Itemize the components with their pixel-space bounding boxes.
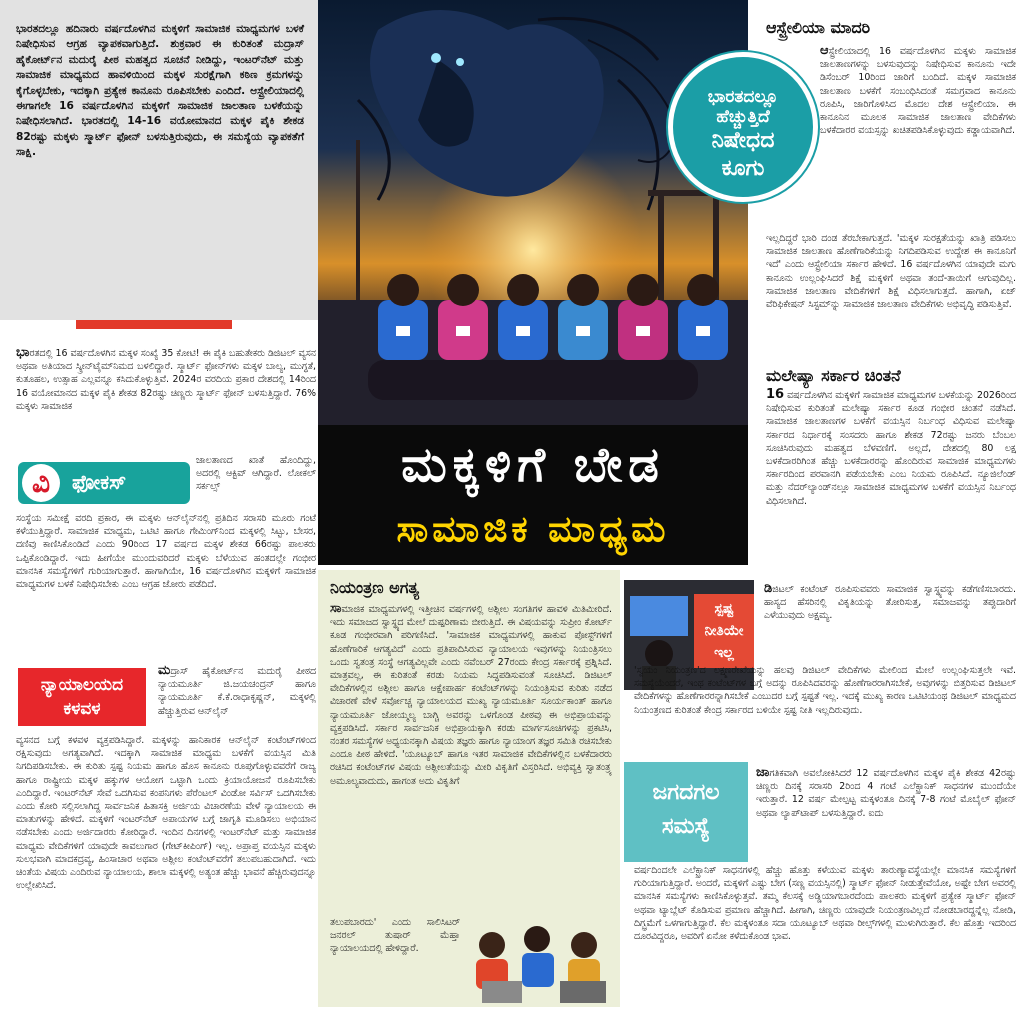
headline-sub: ಸಾಮಾಜಿಕ ಮಾಧ್ಯಮ [396,509,670,550]
australia-para-1: ಆಸ್ಟ್ರೇಲಿಯಾದಲ್ಲಿ 16 ವರ್ಷದೊಳಗಿನ ಮಕ್ಕಳು ಸಾಮಾಜಿಕ ಜಾಲತಾಣಗಳನ್ನು ಬಳಸುವುದನ್ನು ನಿಷೇಧಿಸುವ ಕಾನೂನು ಇದೇ ಡಿಸೆಂಬರ್ 10ರಿಂದ ಜಾರಿಗೆ ಬಂದಿದೆ. ಮಕ್ಕಳ ಸಾಮಾಜಿಕ ಜಾಲತಾಣ ಬಳಕೆಗೆ ಸಂಬಂಧಿಸಿದಂತೆ ಸಮಗ್ರವಾದ ಕಾನೂನು ರೂಪಿಸಿ, ಜಾರಿಗೊಳಿಸಿದ ಮೊದಲ ದೇಶ ಆಸ್ಟ್ರೇಲಿಯಾ. ಈ ಕಾನೂನಿನ ಮೂಲಕ ಸಾಮಾಜಿಕ ಜಾಲತಾಣ ವೇದಿಕೆಗಳು ಬಳಕೆದಾರರ ವಯಸ್ಸನ್ನು ಖಚಿತಪಡಿಸಿಕೊಳ್ಳುವುದು ಕಡ್ಡಾಯವಾಗಿದೆ. [820,44,1016,137]
malaysia-heading: ಮಲೇಷ್ಯಾ ಸರ್ಕಾರ ಚಿಂತನೆ [766,366,901,385]
digital-para-2: 'ಸ್ವಯಂ ನಿಯಂತ್ರಣ'ದ ಲಕ್ಷ್ಮಣರೇಖೆಯನ್ನು ಹಲವು ಡಿಜಿಟಲ್ ವೇದಿಕೆಗಳು ಮೇಲಿಂದ ಮೇಲೆ ಉಲ್ಲಂಘಿಸುತ್ತಲೇ ಇವೆ. ಸಮಸ್ಯೆಯೆಂದರೆ, ಇಂಥ ಕಂಟೆಂಟ್‌ಗಳ ಬಗ್ಗೆ ಅದನ್ನು ರೂಪಿಸಿದವರನ್ನು ಹೊಣೆಗಾರರಾಗಿಸಬೇಕೆ, ಅವುಗಳನ್ನು ಬಿತ್ತರಿಸುವ ಡಿಜಿಟಲ್ ವೇದಿಕೆಗಳನ್ನು ಹೊಣೆಗಾರರನ್ನಾಗಿಸಬೇಕೆ ಎಂಬುದರ ಬಗ್ಗೆ ಸ್ಪಷ್ಟತೆ ಇಲ್ಲ. ಇದಕ್ಕೆ ಮುಖ್ಯ ಕಾರಣ ಒಟಿಟಿಯಂಥ ಡಿಜಿಟಲ್ ಮಾಧ್ಯಮದ ನಿಯಂತ್ರಣದ ಕುರಿತಂತೆ ಕೇಂದ್ರ ಸರ್ಕಾರದ ಬಳಿಯೇ ಸ್ಪಷ್ಟ ನೀತಿ ಇಲ್ಲದಿರುವುದು. [634,665,1016,716]
australia-heading: ಆಸ್ಟ್ರೇಲಿಯಾ ಮಾದರಿ [766,18,871,37]
dropcap: ಆ [820,44,829,58]
headline-banner [318,425,748,565]
left-para-2: ಸಂಸ್ಥೆಯ ಸಮೀಕ್ಷೆ ವರದಿ ಪ್ರಕಾರ, ಈ ಮಕ್ಕಳು ಆನ್‌ಲೈನ್‌ನಲ್ಲಿ ಪ್ರತಿದಿನ ಸರಾಸರಿ ಮೂರು ಗಂಟೆ ಕಳೆಯುತ್ತಿದ್ದಾರೆ. ಸಾಮಾಜಿಕ ಮಾಧ್ಯಮ, ಒಟಿಟಿ ಹಾಗೂ ಗೇಮಿಂಗ್‌ನಿಂದ ಮಕ್ಕಳಲ್ಲಿ ಸಿಟ್ಟು, ಬೇಸರ, ದಣಿವು ಕಾಣಿಸಿಕೊಂಡಿದೆ ಎಂದು 90ರಿಂದ 17 ವರ್ಷದ ಮಕ್ಕಳ ಶೇಕಡ 66ರಷ್ಟು ಪಾಲಕರು ಒಪ್ಪಿಕೊಂಡಿದ್ದಾರೆ. ಇದು ಹೀಗೆಯೇ ಮುಂದುವರಿದರೆ ಮಕ್ಕಳು ಬೆಳೆಯುವ ಹಂತದಲ್ಲೇ ಗಂಭೀರ ಮಾನಸಿಕ ಸಮಸ್ಯೆಗಳಿಗೆ ಗುರಿಯಾಗುತ್ತಾರೆ. ಹಾಗಾಗಿಯೇ, 16 ವರ್ಷದೊಳಗಿನ ಮಕ್ಕಳಿಗೆ ಸಾಮಾಜಿಕ ಮಾಧ್ಯಮಗಳ ಬಳಕೆ ನಿಷೇಧಿಸಬೇಕು ಎಂಬ ಆಗ್ರಹ ಜೋರು ಪಡೆದಿದೆ. [16,513,316,591]
focus-label: ಫೋಕಸ್ [72,470,127,494]
dropcap: 16 [766,388,785,402]
intro-box [0,0,318,320]
control-para-1: ಸಾಮಾಜಿಕ ಮಾಧ್ಯಮಗಳಲ್ಲಿ ಇತ್ತೀಚಿನ ವರ್ಷಗಳಲ್ಲಿ ಅಶ್ಲೀಲ ಸಂಗತಿಗಳ ಹಾವಳಿ ಮಿತಿಮೀರಿದೆ. ಇದು ಸಮಾಜದ ಸ್ವಾಸ್ಥ್ಯದ ಮೇಲೆ ದುಷ್ಪರಿಣಾಮ ಬೀರುತ್ತಿದೆ. ಈ ವಿಷಯವನ್ನು ಸುಪ್ರೀಂ ಕೋರ್ಟ್ ಕೂಡ ಗಂಭೀರವಾಗಿ ಪರಿಗಣಿಸಿದೆ. 'ಸಾಮಾಜಿಕ ಮಾಧ್ಯಮಗಳಲ್ಲಿ ಹಾಕುವ ಪೋಸ್ಟ್‌ಗಳಿಗೆ ಹೊಣೆಗಾರಿಕೆ ಆಗತ್ಯವಿದೆ' ಎಂದು ಪ್ರತಿಪಾದಿಸಿರುವ ನ್ಯಾಯಾಲಯ ಇವುಗಳನ್ನು ನಿಯಂತ್ರಿಸಲು ಒಂದು ಸ್ವತಂತ್ರ ಸಂಸ್ಥೆ ಆಗತ್ಯವಿಲ್ಲವೇ ಎಂದು ನವೆಂಬರ್ 27ರಂದು ಕೇಂದ್ರ ಸರ್ಕಾರಕ್ಕೆ ಪ್ರಶ್ನಿಸಿದೆ. ಮಾತ್ರವಲ್ಲ, ಈ ಕುರಿತಂತೆ ಕರಡು ನಿಯಮ ಸಿದ್ಧಪಡಿಸುವಂತೆ ಸೂಚಿಸಿದೆ. ಡಿಜಿಟಲ್ ವೇದಿಕೆಗಳಲ್ಲಿನ ಅಶ್ಲೀಲ ಹಾಗೂ ಆಕ್ಷೇಪಾರ್ಹ ಕಂಟೆಂಟ್‌ಗಳನ್ನು ನಿಯಂತ್ರಿಸುವ ಕುರಿತು ನಡೆದ ವಿಚಾರಣೆ ವೇಳೆ ಸರ್ವೋಚ್ಚ ನ್ಯಾಯಾಲಯದ ಮುಖ್ಯ ನ್ಯಾಯಮೂರ್ತಿ ಸೂರ್ಯಕಾಂತ್ ಹಾಗೂ ನ್ಯಾಯಮೂರ್ತಿ ಜೋಯ್ಮಲ್ಯ ಬಾಗ್ಚಿ ಅವರನ್ನು ಒಳಗೊಂಡ ಪೀಠವು ಈ ಅಭಿಪ್ರಾಯವನ್ನು ವ್ಯಕ್ತಪಡಿಸಿದೆ. ಸರ್ಕಾರ ಸಾರ್ವಜನಿಕ ಅಭಿಪ್ರಾಯಕ್ಕಾಗಿ ಕರಡು ಮಾರ್ಗಸೂಚಿಗಳನ್ನು ಪ್ರಕಟಿಸಿ, ನಂತರ ಸಮಸ್ಯೆಗಳ ಅಧ್ಯಯನಕ್ಕಾಗಿ ವಿಷಯ ತಜ್ಞರು ಹಾಗೂ ನ್ಯಾಯಾಂಗ ತಜ್ಞರ ಸಮಿತಿ ರಚಿಸಬೇಕು ಎಂದೂ ಪೀಠ ಹೇಳಿದೆ. 'ಯೂಟ್ಯೂಬ್ ಹಾಗೂ ಇತರ ಸಾಮಾಜಿಕ ವೇದಿಕೆಗಳಲ್ಲಿನ ಬಳಕೆದಾರರು ರಚಿಸಿದ ಕಂಟೆಂಟ್‌ಗಳ ವಿಷಯ ಅಶ್ಲೀಲತೆಯನ್ನು ಮೀರಿ ವಿಕೃತಿಗೆ ವಿಸ್ತರಿಸಿದೆ. ಅಭಿವ್ಯಕ್ತಿ ಸ್ವಾತಂತ್ರ್ಯ ಅಮೂಲ್ಯವಾದುದು, ಹಾಗಂತ ಅದು ವಿಕೃತಿಗೆ [330,602,612,787]
headline-main: ಮಕ್ಕಳಿಗೆ ಬೇಡ [401,437,665,493]
dropcap: ಭಾ [16,346,30,360]
left-para-1b: ಜಾಲತಾಣದ ಖಾತೆ ಹೊಂದಿದ್ದು, ಅದರಲ್ಲಿ ಆಕ್ಟಿವ್ ಆಗಿದ್ದಾರೆ. ಲೋಕಲ್ ಸರ್ಕಲ್ಸ್ [196,455,316,493]
court-concern-badge: ನ್ಯಾಯಾಲಯದ ಕಳವಳ [18,668,146,726]
hero-illustration [318,0,748,425]
dropcap: ಸಾ [330,602,342,616]
no-clear-policy-label: ಸ್ಪಷ್ಟ ನೀತಿಯೇ ಇಲ್ಲ [694,594,754,668]
global-para-2: ವರ್ಷದಿಂದಲೇ ಎಲೆಕ್ಟ್ರಾನಿಕ್ ಸಾಧನಗಳಲ್ಲಿ ಹೆಚ್ಚು ಹೊತ್ತು ಕಳೆಯುವ ಮಕ್ಕಳು ತಾರುಣ್ಯಾವಸ್ಥೆಯಲ್ಲೇ ಮಾನಸಿಕ ಸಮಸ್ಯೆಗಳಿಗೆ ಗುರಿಯಾಗುತ್ತಿದ್ದಾರೆ. ಅಂದರೆ, ಮಕ್ಕಳಿಗೆ ಎಷ್ಟು ಬೇಗ (ಸಣ್ಣ ವಯಸ್ಸಿನಲ್ಲಿ) ಸ್ಮಾರ್ಟ್ ಫೋನ್ ನೀಡುತ್ತೇವೆಯೋ, ಅಷ್ಟೇ ಬೇಗ ಅವರಲ್ಲಿ ಮಾನಸಿಕ ಸಮಸ್ಯೆಗಳು ಕಾಣಿಸಿಕೊಳ್ಳುತ್ತವೆ. ತಮ್ಮ ಕೆಲಸಕ್ಕೆ ಅಡ್ಡಿಯಾಗಬಾರದೆಂದು ಪಾಲಕರು ಮಕ್ಕಳಿಗೆ ಪ್ರತ್ಯೇಕ ಸ್ಮಾರ್ಟ್ ಫೋನ್ ಅಥವಾ ಟ್ಯಾಬ್ಲೆಟ್ ಕೊಡಿಸುವ ಪ್ರಮಾಣ ಹೆಚ್ಚಾಗಿದೆ. ಹೀಗಾಗಿ, ಚಿಣ್ಣರು ಯಾವುದೇ ನಿಯಂತ್ರಣವಿಲ್ಲದೆ ನೋಡಬಾರದ್ದನ್ನೆಲ್ಲ ನೋಡಿ, ದಿಗ್ಭ್ರಮೆಗೆ ಒಳಗಾಗುತ್ತಿದ್ದಾರೆ. ಕೆಲ ಮಕ್ಕಳಂತೂ ಸದಾ ಯೂಟ್ಯೂಬ್ ಅಥವಾ ರೀಲ್ಸ್‌ಗಳಲ್ಲಿ ಮುಳುಗಿರುತ್ತಾರೆ. ಕೆಲ ಹೊತ್ತು ಇದರಿಂದ ದೂರವಿದ್ದರೂ, ಅವರಿಗೆ ಏನೋ ಕಳೆದುಕೊಂಡ ಭಾವ. [634,865,1016,943]
control-para-2: ತಲುಪಬಾರದು' ಎಂದು ಸಾಲಿಸಿಟರ್ ಜನರಲ್ ತುಷಾರ್ ಮೆಹ್ತಾ ನ್ಯಾಯಾಲಯದಲ್ಲಿ ಹೇಳಿದ್ದಾರೆ. [330,917,460,955]
kids-with-devices-image [462,915,622,1007]
left-para-1: ಭಾರತದಲ್ಲಿ 16 ವರ್ಷದೊಳಗಿನ ಮಕ್ಕಳ ಸಂಖ್ಯೆ 35 ಕೋಟಿ! ಈ ಪೈಕಿ ಬಹುತೇಕರು ಡಿಜಿಟಲ್ ವ್ಯಸನ ಅಥವಾ ಅತಿಯಾದ ಸ್ಕ್ರೀನ್‌ಟೈಮ್‌ನಿಮದ ಬಳಲಿದ್ದಾರೆ. ಸ್ಮಾರ್ಟ್ ಫೋನ್‌ಗಳು ಮಕ್ಕಳ ಬಾಲ್ಯ, ಮುಗ್ಧತೆ, ಕುತೂಹಲ, ಉತ್ಸಾಹ ಎಲ್ಲವನ್ನೂ ಕಸಿದುಕೊಳ್ಳುತ್ತಿವೆ. 2024ರ ವರದಿಯ ಪ್ರಕಾರ ದೇಶದಲ್ಲಿ 14ರಿಂದ 16 ವಯೋಮಾನದ ಮಕ್ಕಳ ಪೈಕಿ ಶೇಕಡ 82ರಷ್ಟು ಚಿಣ್ಣರು ಸ್ಮಾರ್ಟ್ ಫೋನ್ ಬಳಸುತ್ತಿದ್ದಾರೆ. 76% ಮಕ್ಕಳು ಸಾಮಾಜಿಕ [16,346,316,412]
malaysia-para: 16 ವರ್ಷದೊಳಗಿನ ಮಕ್ಕಳಿಗೆ ಸಾಮಾಜಿಕ ಮಾಧ್ಯಮಗಳ ಬಳಕೆಯನ್ನು 2026ರಿಂದ ನಿಷೇಧಿಸುವ ಕುರಿತಂತೆ ಮಲೇಷ್ಯಾ ಸರ್ಕಾರ ಕೂಡ ಗಂಭೀರ ಚಿಂತನೆ ನಡೆಸಿದೆ. ಸಾಮಾಜಿಕ ಜಾಲತಾಣಗಳ ಬಳಕೆಗೆ ವಯಸ್ಸಿನ ನಿರ್ಬಂಧ ವಿಧಿಸುವ ಮಲೇಷ್ಯಾ ಸರ್ಕಾರದ ನಿರ್ಧಾರಕ್ಕೆ ಸಂಸದರು ಹಾಗೂ ಶೇಕಡ 72ರಷ್ಟು ಜನರು ಬೆಂಬಲ ಸೂಚಿಸಿರುವುದು ಮಹತ್ವದ ಬೆಳವಣಿಗೆ. ಅಲ್ಲದೆ, ದೇಶದಲ್ಲಿ 80 ಲಕ್ಷ ಬಳಕೆದಾರರಿಗಿಂತ ಹೆಚ್ಚು ಬಳಕೆದಾರರನ್ನು ಹೊಂದಿರುವ ಸಾಮಾಜಿಕ ಮಾಧ್ಯಮಗಳು ಸರ್ಕಾರದಿಂದ ಪರವಾನಗಿ ಪಡೆಯಬೇಕು ಎಂಬ ನಿಯಮ ರೂಪಿಸಿದೆ. ನ್ಯೂಜಿಲೆಂಡ್ ಮತ್ತು ನೆದರ್‌ಲ್ಯಾಂಡ್‌ನಲ್ಲೂ ಸಾಮಾಜಿಕ ಮಾಧ್ಯಮಗಳ ಬಳಕೆಗೆ ವಯಸ್ಸಿನ ನಿರ್ಬಂಧ ವಿಧಿಸಲಾಗಿದೆ. [766,388,1016,507]
left-para-3a: ಮದ್ರಾಸ್ ಹೈಕೋರ್ಟ್‌ನ ಮದುರೈ ಪೀಠದ ನ್ಯಾಯಮೂರ್ತಿ ಜಿ.ಜಯಚಂದ್ರನ್ ಹಾಗೂ ನ್ಯಾಯಮೂರ್ತಿ ಕೆ.ಕೆ.ರಾಧಾಕೃಷ್ಣನ್, ಮಕ್ಕಳಲ್ಲಿ ಹೆಚ್ಚುತ್ತಿರುವ ಆನ್‌ಲೈನ್ [158,664,316,717]
australia-para-2: ಇಲ್ಲದಿದ್ದರೆ ಭಾರಿ ದಂಡ ತೆರಬೇಕಾಗುತ್ತದೆ. 'ಮಕ್ಕಳ ಸುರಕ್ಷತೆಯನ್ನು ಖಾತ್ರಿ ಪಡಿಸಲು ಸಾಮಾಜಿಕ ಜಾಲತಾಣ ಹೊಣೆಗಾರಿಕೆಯನ್ನು ನಿಗದಿಪಡಿಸುವ ಉದ್ದೇಶ ಈ ಕಾನೂನಿಗೆ ಇದೆ' ಎಂದು ಆಸ್ಟ್ರೇಲಿಯಾ ಸರ್ಕಾರ ಹೇಳಿದೆ. 16 ವರ್ಷದೊಳಗಿನ ಯಾವುದೇ ಮಗು ಕಾನೂನು ಉಲ್ಲಂಘಿಸಿದರೆ ಶಿಕ್ಷೆ ಮಕ್ಕಳಿಗೆ ಅಥವಾ ತಂದೆ-ತಾಯಿಗೆ ಆಗುವುದಿಲ್ಲ. ಸಾಮಾಜಿಕ ಜಾಲತಾಣ ವೇದಿಕೆಗಳಿಗೆ ಶಿಕ್ಷೆ ವಿಧಿಸಲಾಗುತ್ತದೆ. ಹಾಗಾಗಿ, ಏಜ್ ವೆರಿಫಿಕೇಷನ್ ಸಿಸ್ಟಮ್‌ನ್ನು ಸಾಮಾಜಿಕ ಜಾಲತಾಣ ವೇದಿಕೆಗಳು ಅಭಿವೃದ್ಧಿ ಪಡಿಸುತ್ತಿವೆ. [766,233,1016,311]
global-problem-badge: ಜಗದಗಲ ಸಮಸ್ಯೆ [624,762,748,862]
red-divider [76,320,232,329]
digital-para-1: ಡಿಜಿಟಲ್ ಕಂಟೆಂಟ್ ರೂಪಿಸುವವರು ಸಾಮಾಜಿಕ ಸ್ವಾಸ್ಥ್ಯವನ್ನು ಕಡೆಗಣಿಸಬಾರದು. ಹಾಸ್ಯದ ಹೆಸರಿನಲ್ಲಿ ವಿಕೃತಿಯನ್ನು ತೋರಿಸುತ್ತ, ಸಮಾಜವನ್ನು ತಪ್ಪುದಾರಿಗೆ ಎಳೆಯುವುದು ಅಕ್ಷಮ್ಯ. [764,582,1016,622]
left-para-3: ವ್ಯಸನದ ಬಗ್ಗೆ ಕಳವಳ ವ್ಯಕ್ತಪಡಿಸಿದ್ದಾರೆ. ಮಕ್ಕಳನ್ನು ಹಾನಿಕಾರಕ ಆನ್‌ಲೈನ್ ಕಂಟೆಂಟ್‌ಗಳಿಂದ ರಕ್ಷಿಸುವುದು ಅಗತ್ಯವಾಗಿದೆ. ಇದಕ್ಕಾಗಿ ಸಾಮಾಜಿಕ ಮಾಧ್ಯಮ ಬಳಕೆಗೆ ವಯಸ್ಸಿನ ಮಿತಿ ನಿಗದಿಪಡಿಸಬೇಕು. ಈ ಕುರಿತು ಸ್ಪಷ್ಟ ನಿಯಮ ಹಾಗೂ ಹೊಸ ಕಾನೂನು ರೂಪುಗೊಳ್ಳುವವರೆಗೆ ರಾಜ್ಯ ಹಾಗೂ ರಾಷ್ಟ್ರೀಯ ಮಕ್ಕಳ ಹಕ್ಕುಗಳ ಆಯೋಗ ಒಟ್ಟಾಗಿ ಒಂದು ಕ್ರಿಯಾಯೋಜನೆ ರೂಪಿಸಬೇಕು ಎಂದಿದ್ದಾರೆ. ಇಂಟರ್‌ನೆಟ್ ಸೇವೆ ಒದಗಿಸುವ ಕಂಪನಿಗಳು ಪೆರೆಂಟಲ್ ವಿಂಡೋ ಸರ್ವಿಸ್ ಒದಗಿಸಬೇಕು ಎಂದು ಕೋರಿ ಸಲ್ಲಿಸಲಾಗಿದ್ದ ಸಾರ್ವಜನಿಕ ಹಿತಾಸಕ್ತಿ ಅರ್ಜಿಯ ವಿಚಾರಣೆಯ ವೇಳೆ ನ್ಯಾಯಾಲಯ ಈ ಮಾತುಗಳನ್ನು ಹೇಳಿದೆ. ಮಕ್ಕಳಿಗೆ ಇಂಟರ್‌ನೆಟ್ ಅಪಾಯಗಳ ಬಗ್ಗೆ ಜಾಗೃತಿ ಮೂಡಿಸಲು ಅಭಿಯಾನ ನಡೆಸಬೇಕು ಎಂದು ಅರ್ಜಿದಾರರು ಕೋರಿದ್ದಾರೆ. ಇಂದಿನ ದಿನಗಳಲ್ಲಿ ಇಂಟರ್‌ನೆಟ್ ಮತ್ತು ಸಾಮಾಜಿಕ ಮಾಧ್ಯಮ ವೇದಿಕೆಗಳಿಗೆ ಯಾವುದೇ ಕಾವಲುಗಾರ (ಗೇಟ್‌ಕೀಪಿಂಗ್) ಇಲ್ಲ. ಅಪ್ರಾಪ್ತ ವಯಸ್ಸಿನ ಮಕ್ಕಳು ಸುಲಭವಾಗಿ ಮಾದಕದ್ರವ್ಯ, ಹಿಂಸಾಚಾರ ಅಥವಾ ಅಶ್ಲೀಲ ಕಂಟೆಂಟ್‌ವರೆಗೆ ತಲುಪಬಹುದಾಗಿದೆ. ಇದು ಚಿಂತೆಯ ವಿಷಯ ಎಂದಿರುವ ನ್ಯಾಯಾಲಯ, ಶಾಲಾ ಮಕ್ಕಳಲ್ಲಿ ಅತ್ಯಂತ ಹೆಚ್ಚು ಭಾವನೆ ಹೆಚ್ಚಿರುವುದನ್ನೂ ಉಲ್ಲೇಖಿಸಿದೆ. [16,735,316,892]
intro-text: ಭಾರತದಲ್ಲೂ ಹದಿನಾರು ವರ್ಷದೊಳಗಿನ ಮಕ್ಕಳಿಗೆ ಸಾಮಾಜಿಕ ಮಾಧ್ಯಮಗಳ ಬಳಕೆ ನಿಷೇಧಿಸುವ ಆಗ್ರಹ ವ್ಯಾಪಕವಾಗುತ್ತಿದೆ. ಶುಕ್ರವಾರ ಈ ಕುರಿತಂತೆ ಮದ್ರಾಸ್ ಹೈಕೋರ್ಟ್‌ನ ಮದುರೈ ಪೀಠ ಮಹತ್ವದ ಸೂಚನೆ ನೀಡಿದ್ದು, ಇಂಟರ್‌ನೆಟ್ ಮತ್ತು ಸಾಮಾಜಿಕ ಮಾಧ್ಯಮದ ಹಾವಳಿಯಿಂದ ಮಕ್ಕಳ ಸುರಕ್ಷೆಗಾಗಿ ಕಠಿಣ ಕ್ರಮಗಳನ್ನು ಕೈಗೊಳ್ಳಬೇಕು, ಇದಕ್ಕಾಗಿ ಪ್ರತ್ಯೇಕ ಕಾನೂನು ರೂಪಿಸಬೇಕು ಎಂದಿದೆ. ಆಸ್ಟ್ರೇಲಿಯಾದಲ್ಲಿ ಈಗಾಗಲೇ 16 ವರ್ಷದೊಳಗಿನ ಮಕ್ಕಳಿಗೆ ಸಾಮಾಜಿಕ ಜಾಲತಾಣ ಬಳಕೆಯನ್ನು ನಿಷೇಧಿಸಲಾಗಿದೆ. ಭಾರತದಲ್ಲಿ 14-16 ವಯೋಮಾನದ ಮಕ್ಕಳ ಪೈಕಿ ಶೇಕಡ 82ರಷ್ಟು ಮಕ್ಕಳು ಸ್ಮಾರ್ಟ್ ಫೋನ್ ಬಳಸುತ್ತಿರುವುದು, ಈ ಸಮಸ್ಯೆಯ ವ್ಯಾಪಕತೆಗೆ ಸಾಕ್ಷಿ. [16,23,304,159]
dropcap: ಡಿ [764,582,773,596]
dropcap: ಜಾ [756,766,770,780]
focus-badge [18,462,190,504]
ban-call-badge: ಭಾರತದಲ್ಲೂ ಹೆಚ್ಚುತ್ತಿದೆ ನಿಷೇಧದ ಕೂಗು [668,52,818,202]
vi-logo: ವಿ [22,464,60,502]
dropcap: ಮ [158,664,171,678]
global-para-1: ಜಾಗತಿಕವಾಗಿ ಅವಲೋಕಿಸಿದರೆ 12 ವರ್ಷದೊಳಗಿನ ಮಕ್ಕಳ ಪೈಕಿ ಶೇಕಡ 42ರಷ್ಟು ಚಿಣ್ಣರು ದಿನಕ್ಕೆ ಸರಾಸರಿ 2ರಿಂದ 4 ಗಂಟೆ ಎಲೆಕ್ಟ್ರಾನಿಕ್ ಸಾಧನಗಳ ಮುಂದೆಯೇ ಇರುತ್ತಾರೆ. 12 ವರ್ಷ ಮೇಲ್ಪಟ್ಟ ಮಕ್ಕಳಂತೂ ದಿನಕ್ಕೆ 7-8 ಗಂಟೆ ಮೊಬೈಲ್ ಫೋನ್ ಅಥವಾ ಲ್ಯಾಪ್‌ಟಾಪ್ ಬಳಸುತ್ತಿದ್ದಾರೆ. ಐದು [756,766,1016,819]
control-heading: ನಿಯಂತ್ರಣ ಅಗತ್ಯ [330,578,420,597]
